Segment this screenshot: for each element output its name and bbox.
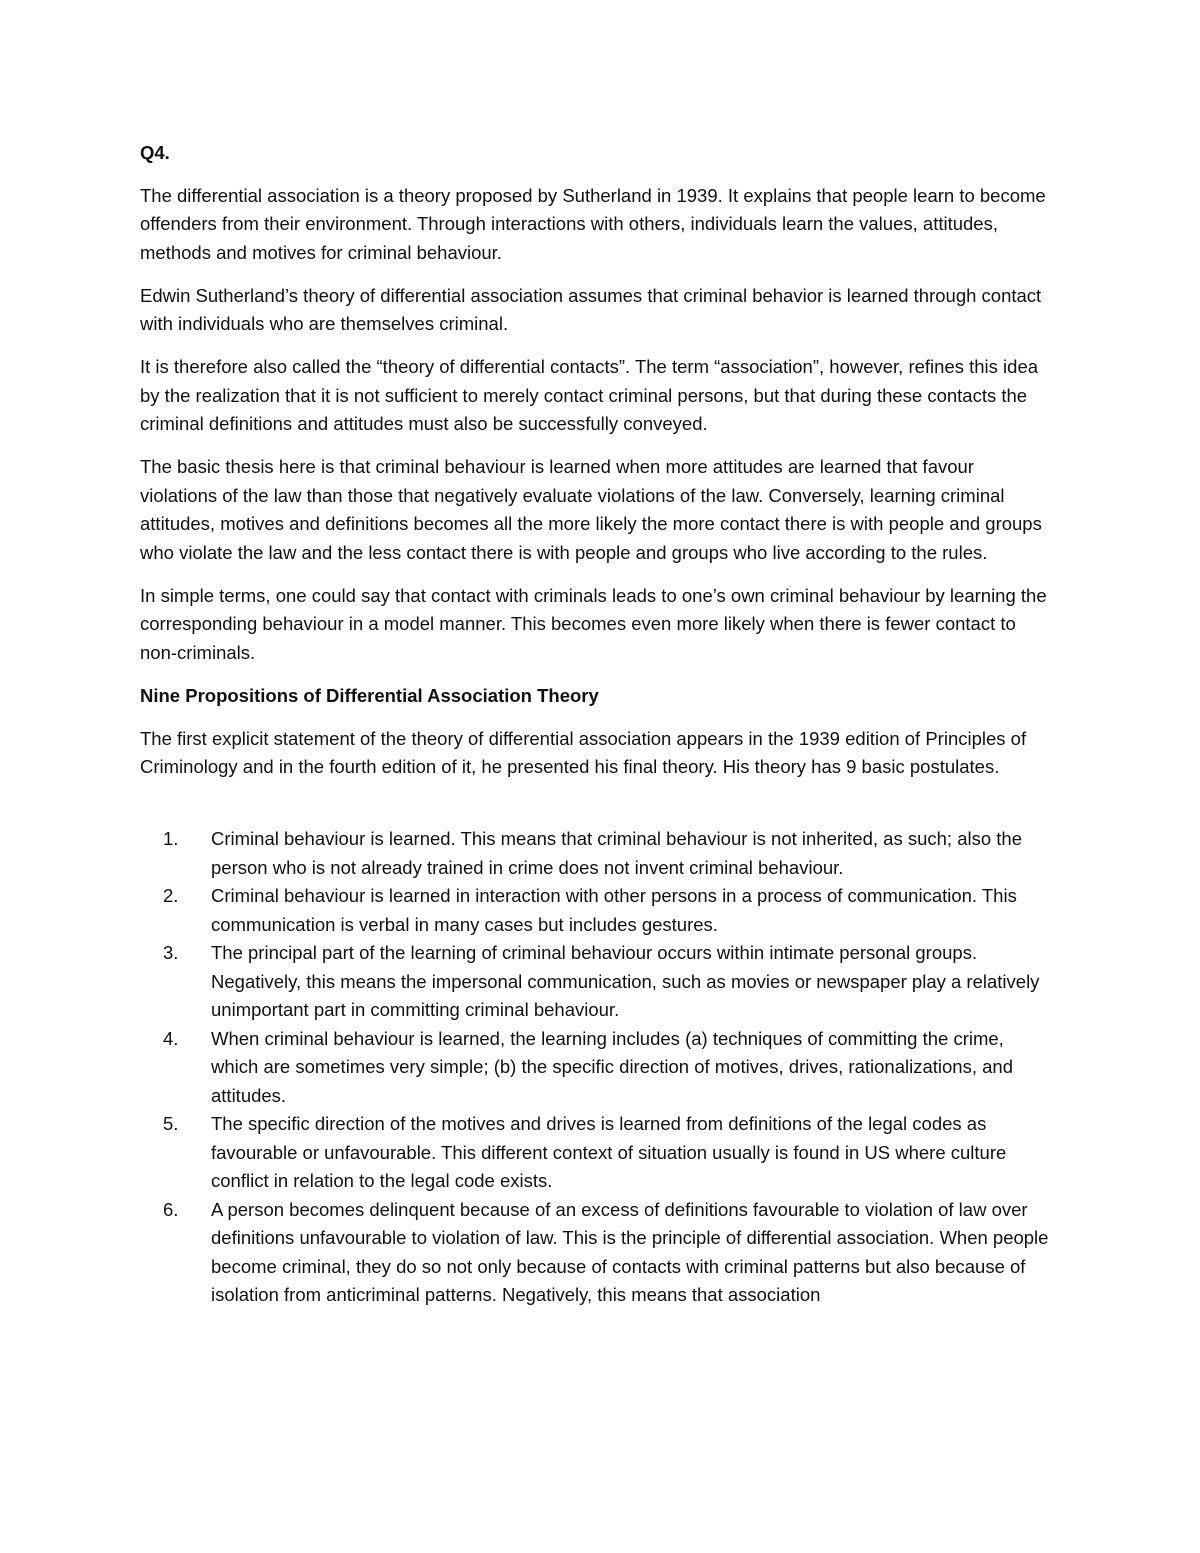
list-item: [140, 1110, 1050, 1196]
paragraph-differential-contacts: It is therefore also called the “theory of differential contacts”. The term “association”, however, refines this idea by the realization that it is not sufficient to merely contact criminal persons, but that during these contacts the criminal definitions and attitudes must also be successfully conveyed.: [140, 356, 1039, 434]
list-item-number: 1.: [163, 828, 179, 849]
list-item-number: 4.: [163, 1027, 179, 1049]
list-item: [140, 825, 1050, 882]
list-item-text: Criminal behaviour is learned. This means that criminal behaviour is not inherited, as such; also the person who is not already trained in crime does not invent criminal behaviour.: [211, 828, 1022, 878]
paragraph-simple-terms: In simple terms, one could say that contact with criminals leads to one’s own criminal behaviour by learning the corresponding behaviour in a model manner. This becomes even more likely when there is fewer contact to non-criminals.: [140, 584, 1047, 663]
list-item: [140, 1025, 1050, 1111]
list-item-text: A person becomes delinquent because of an excess of definitions favourable to violation of law over definitions unfavourable to violation of law. This is the principle of differential association. When people become criminal, they do so not only because of contacts with criminal patterns but also because of isolation from anticriminal patterns. Negatively, this means that association: [211, 1198, 1049, 1305]
paragraph-definition: The differential association is a theory proposed by Sutherland in 1939. It explains that people learn to become offenders from their environment. Through interactions with others, individuals learn the values, attitudes, methods and motives for criminal behaviour.: [140, 184, 1046, 263]
question-label: Q4.: [140, 142, 170, 163]
list-item-text: The specific direction of the motives and drives is learned from definitions of the legal codes as favourable or unfavourable. This different context of situation usually is found in US where culture conflict in relation to the legal code exists.: [211, 1113, 1007, 1191]
list-item-number: 5.: [163, 1113, 179, 1134]
spacer: [140, 796, 1050, 825]
section-heading: Nine Propositions of Differential Association Theory: [140, 684, 599, 706]
list-item-number: 3.: [163, 942, 179, 963]
list-item-number: 2.: [163, 885, 179, 906]
list-item: [140, 939, 1050, 1025]
section-intro: The first explicit statement of the theory of differential association appears in the 1939 edition of Principles of Criminology and in the fourth edition of it, he presented his final theory. His theory has 9 basic postulates.: [140, 727, 1027, 777]
list-item-text: Criminal behaviour is learned in interaction with other persons in a process of communication. This communication is verbal in many cases but includes gestures.: [211, 885, 1017, 935]
list-item-text: The principal part of the learning of criminal behaviour occurs within intimate personal groups. Negatively, this means the impersonal communication, such as movies or newspaper play a relatively unimportant part in committing criminal behaviour.: [211, 942, 1040, 1020]
paragraph-sutherland-assumption: Edwin Sutherland’s theory of differential association assumes that criminal behavior is learned through contact with individuals who are themselves criminal.: [140, 284, 1042, 334]
list-item: [140, 1196, 1050, 1310]
paragraph-basic-thesis: The basic thesis here is that criminal behaviour is learned when more attitudes are learned that favour violations of the law than those that negatively evaluate violations of the law. Conversely, learning criminal attitudes, motives and definitions becomes all the more likely the more contact there is with people and groups who violate the law and the less contact there is with people and groups who live according to the rules.: [140, 456, 1042, 563]
propositions-list: [140, 825, 1050, 1310]
list-item-number: 6.: [163, 1198, 179, 1220]
list-item: [140, 882, 1050, 939]
document-page: [140, 139, 1050, 1310]
list-item-text: When criminal behaviour is learned, the learning includes (a) techniques of committing the crime, which are sometimes very simple; (b) the specific direction of motives, drives, rationalizations, and attitudes.: [211, 1027, 1013, 1106]
